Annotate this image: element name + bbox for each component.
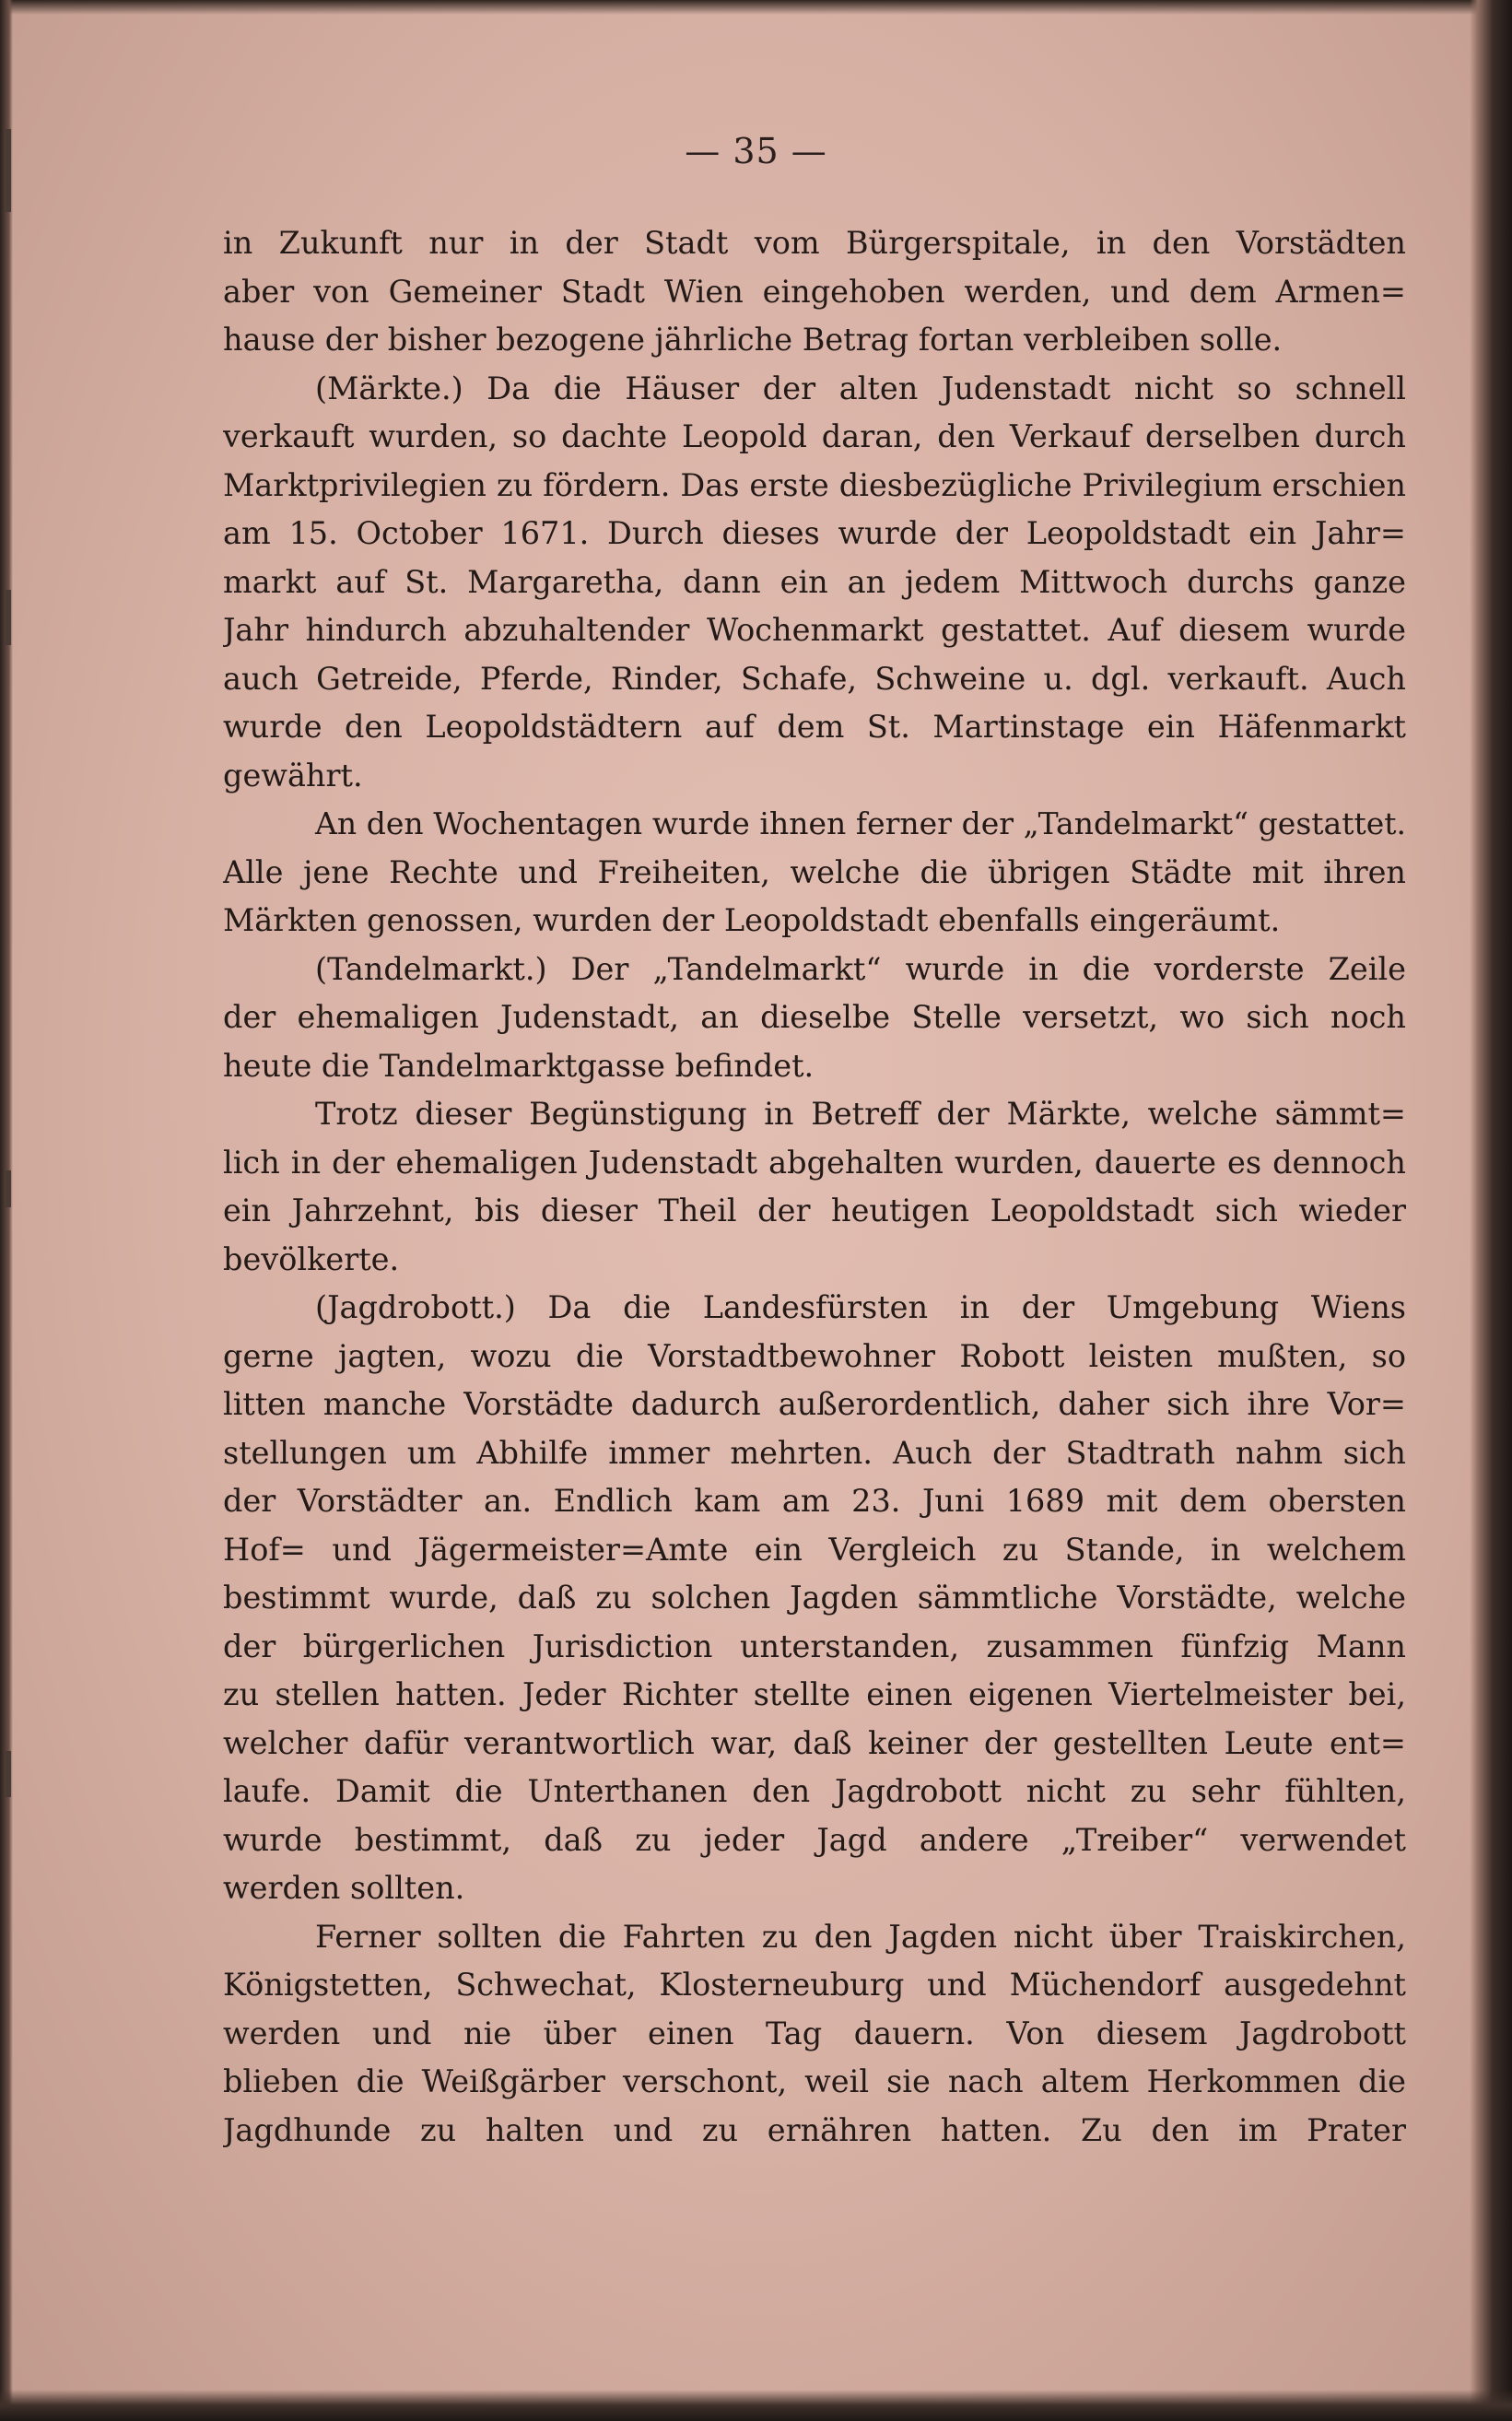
- text-line: werden und nie über einen Tag dauern. Von diesem Jagdrobott: [223, 2015, 1406, 2051]
- page-bottom-edge: [0, 2390, 1512, 2421]
- text-line: (Jagdrobott.) Da die Landesfürsten in der Umgebung Wiens: [315, 1289, 1406, 1325]
- text-line: welcher dafür verantwortlich war, daß keiner der gestellten Leute ent=: [223, 1724, 1406, 1761]
- page-number: — 35 —: [685, 131, 827, 171]
- text-line: bevölkerte.: [223, 1240, 400, 1277]
- text-line: der bürgerlichen Jurisdiction unterstanden, zusammen fünfzig Mann: [223, 1628, 1406, 1664]
- binding-thread: [6, 1751, 11, 1797]
- text-line: An den Wochentagen wurde ihnen ferner der „Tandelmarkt“ gestattet.: [315, 805, 1406, 841]
- page-left-edge: [0, 0, 13, 2421]
- text-line: wurde bestimmt, daß zu jeder Jagd andere „Treiber“ verwendet: [223, 1821, 1406, 1858]
- text-line: ein Jahrzehnt, bis dieser Theil der heutigen Leopoldstadt sich wieder: [223, 1193, 1406, 1228]
- text-line: (Märkte.) Da die Häuser der alten Judenstadt nicht so schnell: [315, 370, 1406, 406]
- text-line: markt auf St. Margaretha, dann ein an jedem Mittwoch durchs ganze: [223, 563, 1406, 600]
- body-text: [223, 219, 1406, 2155]
- text-line: in Zukunft nur in der Stadt vom Bürgerspitale, in den Vorstädten: [223, 225, 1406, 261]
- text-line: verkauft wurden, so dachte Leopold daran, den Verkauf derselben durch: [223, 418, 1406, 454]
- text-line: gewährt.: [223, 757, 363, 793]
- text-line: lich in der ehemaligen Judenstadt abgehalten wurden, dauerte es dennoch: [223, 1144, 1406, 1181]
- text-line: aber von Gemeiner Stadt Wien eingehoben werden, und dem Armen=: [223, 273, 1406, 310]
- text-line: stellungen um Abhilfe immer mehrten. Auch der Stadtrath nahm sich: [223, 1434, 1406, 1471]
- text-line: auch Getreide, Pferde, Rinder, Schafe, Schweine u. dgl. verkauft. Auch: [223, 660, 1406, 697]
- text-line: Trotz dieser Begünstigung in Betreff der Märkte, welche sämmt=: [315, 1096, 1406, 1132]
- text-line: am 15. October 1671. Durch dieses wurde der Leopoldstadt ein Jahr=: [223, 515, 1406, 551]
- text-line: Jagdhunde zu halten und zu ernähren hatten. Zu den im Prater: [223, 2111, 1406, 2148]
- text-line: der ehemaligen Judenstadt, an dieselbe Stelle versetzt, wo sich noch: [223, 999, 1406, 1035]
- binding-thread: [6, 1170, 11, 1207]
- binding-thread: [6, 590, 11, 645]
- text-line: heute die Tandelmarktgasse befindet.: [223, 1047, 815, 1084]
- text-line: Hof= und Jägermeister=Amte ein Vergleich zu Stande, in welchem: [223, 1531, 1406, 1568]
- text-line: hause der bisher bezogene jährliche Betrag fortan verbleiben solle.: [223, 322, 1283, 358]
- text-line: litten manche Vorstädte dadurch außerordentlich, daher sich ihre Vor=: [223, 1386, 1406, 1422]
- text-line: werden sollten.: [223, 1870, 465, 1906]
- page-top-edge: [0, 0, 1512, 15]
- text-line: Märkten genossen, wurden der Leopoldstadt ebenfalls eingeräumt.: [223, 902, 1281, 938]
- text-line: Ferner sollten die Fahrten zu den Jagden nicht über Traiskirchen,: [315, 1918, 1406, 1955]
- text-line: (Tandelmarkt.) Der „Tandelmarkt“ wurde in die vorderste Zeile: [315, 950, 1406, 987]
- text-line: zu stellen hatten. Jeder Richter stellte einen eigenen Viertelmeister bei,: [223, 1676, 1406, 1712]
- page-right-edge: [1470, 0, 1512, 2421]
- text-line: bestimmt wurde, daß zu solchen Jagden sämmtliche Vorstädte, welche: [223, 1580, 1406, 1616]
- text-line: wurde den Leopoldstädtern auf dem St. Martinstage ein Häfenmarkt: [223, 709, 1406, 745]
- text-line: Alle jene Rechte und Freiheiten, welche die übrigen Städte mit ihren: [223, 853, 1406, 890]
- text-line: laufe. Damit die Unterthanen den Jagdrobott nicht zu sehr fühlten,: [223, 1773, 1406, 1809]
- text-line: gerne jagten, wozu die Vorstadtbewohner Robott leisten mußten, so: [223, 1337, 1406, 1374]
- text-line: blieben die Weißgärber verschont, weil sie nach altem Herkommen die: [223, 2063, 1406, 2099]
- text-line: der Vorstädter an. Endlich kam am 23. Juni 1689 mit dem obersten: [223, 1483, 1406, 1519]
- text-line: Königstetten, Schwechat, Klosterneuburg und Müchendorf ausgedehnt: [223, 1967, 1406, 2003]
- text-line: Jahr hindurch abzuhaltender Wochenmarkt gestattet. Auf diesem wurde: [223, 612, 1406, 648]
- text-line: Marktprivilegien zu fördern. Das erste diesbezügliche Privilegium erschien: [223, 466, 1406, 503]
